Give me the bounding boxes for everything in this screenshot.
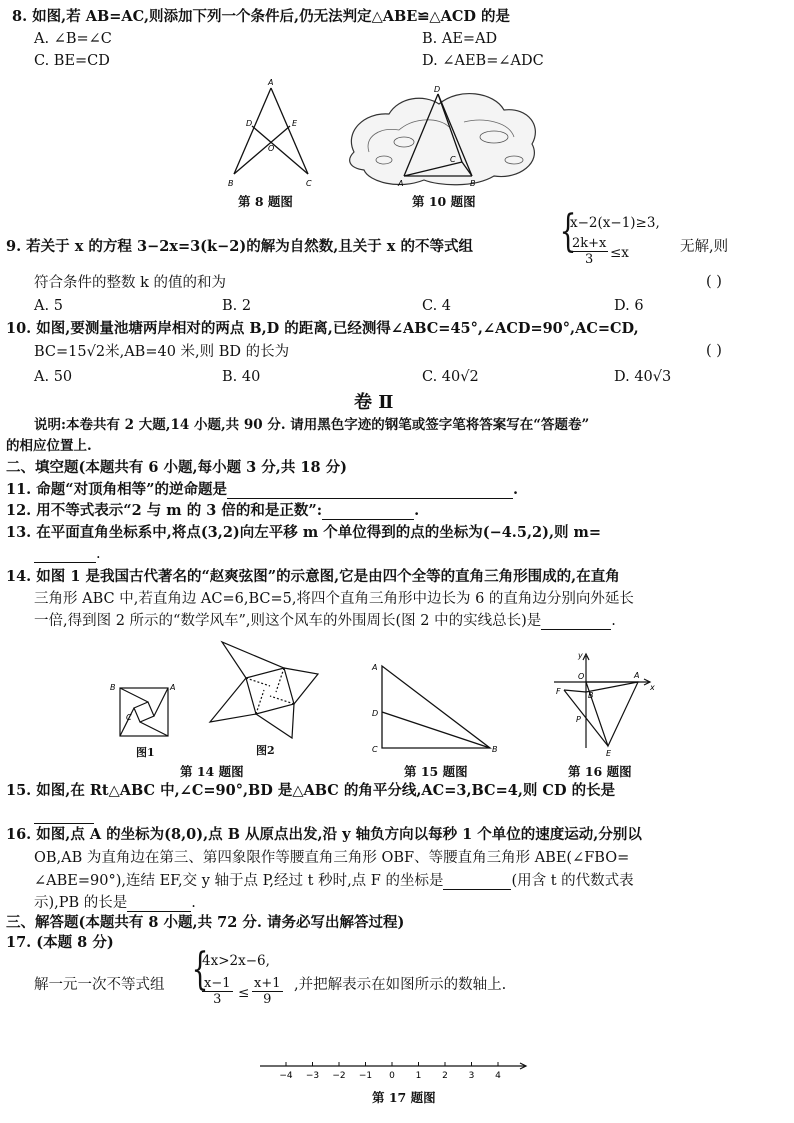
q14-answer-blank[interactable] [541,615,611,630]
q17-relation: ≤ [238,985,250,1001]
q17-fraction-2 [252,976,283,1007]
q17-f2-denominator: 9 [263,992,272,1007]
q16-label-y: y [578,651,583,660]
q9-stem: 9. 若关于 x 的方程 3−2x=3(k−2)的解为自然数,且关于 x 的不等式组 [6,238,473,255]
q16-label-f: F [556,687,561,696]
q14-stem-line2: 三角形 ABC 中,若直角边 AC=6,BC=5,将四个直角三角形中边长为 6 的直角边分别向外延长 [34,591,634,607]
q17-inequality-1: 4x>2x−6, [202,953,270,969]
q14-stem-line1: 14. 如图 1 是我国古代著名的“赵爽弦图”的示意图,它是由四个全等的直角三角形围成的,在直角 [6,568,620,585]
q9-inequality-2-rel: ≤x [610,245,629,261]
q8-label-e: E [292,119,298,128]
q10-label-d: D [434,85,441,94]
q12-end: . [414,502,420,519]
q17-f2-numerator: x+1 [254,976,281,991]
q8-label-b: B [228,179,234,188]
q8-label-d: D [246,119,253,128]
q9-option-a: A. 5 [34,298,63,314]
q11-answer-blank[interactable] [227,484,513,499]
part2-note-line1: 说明:本卷共有 2 大题,14 小题,共 90 分. 请用黑色字迹的钢笔或签字笔将答案写在“答题卷” [34,417,590,433]
q16-figure-caption: 第 16 题图 [568,764,632,779]
q11-stem [6,481,518,499]
q9-option-d: D. 6 [614,298,644,314]
q16-label-e: E [606,749,612,758]
q15-answer-line [34,806,94,824]
q14-fig1-label-a: A [170,683,176,692]
q9-stem-line2: 符合条件的整数 k 的值的和为 [34,275,227,291]
q12-stem [6,502,419,520]
q9-stem-end: 无解,则 [680,239,729,255]
q8-label-o: O [268,144,275,153]
q14-fig1-label-b: B [110,683,116,692]
q17-fraction-1 [202,976,233,1007]
number-line-tick-label: 4 [495,1071,501,1081]
q8-option-d: D. ∠AEB=∠ADC [422,53,544,69]
q15-figure [370,660,504,760]
q17-f1-numerator: x−1 [204,976,231,991]
q8-stem: 8. 如图,若 AB=AC,则添加下列一个条件后,仍无法判定△ABE≌△ACD 的是 [12,8,510,25]
q15-label-a: A [372,663,378,672]
q16-label-o: O [578,672,585,681]
q10-option-c: C. 40√2 [422,369,479,385]
q11-text: 11. 命题“对顶角相等”的逆命题是 [6,481,227,498]
q8-option-c: C. BE=CD [34,53,110,69]
q9-fraction [570,236,608,267]
q14-figure1 [108,678,184,750]
q15-answer-blank[interactable] [34,809,94,824]
q16-label-a: A [634,671,640,680]
section2-heading: 二、填空题(本题共有 6 小题,每小题 3 分,共 18 分) [6,459,347,476]
q14-figure2 [204,634,324,742]
q9-answer-paren: ( ) [706,274,722,290]
q16-figure [550,648,660,758]
q9-inequality-1: x−2(x−1)≥3, [570,215,660,231]
q8-figure [222,76,322,190]
q16-text-4: 示),PB 的长是 [34,895,128,911]
number-line-tick-label: −2 [332,1071,346,1081]
part2-note-line2: 的相应位置上. [6,438,92,454]
q14-figure2-caption: 图2 [256,744,275,757]
q17-heading: 17. (本题 8 分) [6,934,114,951]
number-line-tick-label: 2 [442,1071,448,1081]
q16-label-b: B [588,691,594,700]
q10-answer-paren: ( ) [706,343,722,359]
q9-option-c: C. 4 [422,298,452,314]
q9-option-b: B. 2 [222,298,252,314]
q17-number-line [256,1056,536,1086]
q17-figure-caption: 第 17 题图 [372,1090,436,1105]
q13-answer-blank[interactable] [34,548,96,563]
part2-title: 卷 Ⅱ [354,392,394,413]
q16-text-3: ∠ABE=90°),连结 EF,交 y 轴于点 P,经过 t 秒时,点 F 的坐标是 [34,873,444,889]
q10-option-d: D. 40√3 [614,369,672,385]
q17-stem-end: ,并把解表示在如图所示的数轴上. [294,977,507,993]
q10-option-b: B. 40 [222,369,261,385]
q16-label-x: x [650,683,655,692]
section3-heading: 三、解答题(本题共有 8 小题,共 72 分. 请务必写出解答过程) [6,914,405,931]
q15-stem: 15. 如图,在 Rt△ABC 中,∠C=90°,BD 是△ABC 的角平分线,AC=3,BC=4,则 CD 的长是 [6,782,616,799]
number-line-tick-label: 1 [415,1071,422,1081]
q16-answer-blank-2[interactable] [127,897,191,912]
q14-stem-line3 [34,612,616,630]
q16-stem-line2: OB,AB 为直角边在第三、第四象限作等腰直角三角形 OBF、等腰直角三角形 ABE(∠FBO= [34,850,630,866]
q17-stem: 解一元一次不等式组 [34,977,165,993]
q9-system-brace: { [559,206,577,257]
q14-figure-caption: 第 14 题图 [180,764,244,779]
q10-stem-line2: BC=15√2米,AB=40 米,则 BD 的长为 [34,344,290,360]
q16-text-3b: (用含 t 的代数式表 [511,873,634,889]
q10-option-a: A. 50 [34,369,73,385]
q13-stem-line2 [34,545,101,563]
q14-end: . [611,613,616,629]
q16-stem-line3 [34,872,634,890]
q16-answer-blank-1[interactable] [443,875,511,890]
q16-label-p: P [576,715,581,724]
q12-answer-blank[interactable] [322,505,414,520]
q8-option-a: A. ∠B=∠C [34,31,112,47]
number-line-tick-label: −3 [305,1071,320,1081]
q8-figure-caption: 第 8 题图 [238,194,293,209]
q10-label-c: C [450,155,456,164]
q13-stem: 13. 在平面直角坐标系中,将点(3,2)向左平移 m 个单位得到的点的坐标为(−4.5,2),则 m= [6,524,602,541]
q10-label-a: A [398,179,404,188]
q13-end: . [96,546,101,562]
q10-figure-caption: 第 10 题图 [412,194,476,209]
q11-end: . [512,481,519,498]
q10-figure [344,82,544,190]
q15-figure-caption: 第 15 题图 [404,764,468,779]
q8-option-b: B. AE=AD [422,31,498,47]
q16-stem-line1: 16. 如图,点 A 的坐标为(8,0),点 B 从原点出发,沿 y 轴负方向以每秒 1 个单位的速度运动,分别以 [6,826,642,843]
q9-frac-denominator: 3 [585,252,594,267]
q8-label-c: C [306,179,312,188]
q16-end: . [191,895,196,911]
q10-label-b: B [470,179,476,188]
q8-label-a: A [268,78,274,87]
q16-stem-line4 [34,894,196,912]
q17-system-brace: { [191,944,209,995]
q17-f1-denominator: 3 [213,992,222,1007]
q9-frac-numerator: 2k+x [572,236,607,251]
number-line-tick-label: −1 [358,1071,373,1081]
number-line-tick-label: −4 [279,1071,293,1081]
number-line-tick-label: 0 [389,1071,395,1081]
number-line-tick-label: 3 [468,1071,475,1081]
q15-label-c: C [372,745,378,754]
q14-figure1-caption: 图1 [136,746,155,759]
q12-text: 12. 用不等式表示“2 与 m 的 3 倍的和是正数”: [6,502,323,519]
q10-stem-line1: 10. 如图,要测量池塘两岸相对的两点 B,D 的距离,已经测得∠ABC=45°,∠ACD=90°,AC=CD, [6,320,639,337]
q14-fig1-label-c: C [126,713,132,722]
q15-label-d: D [372,709,379,718]
q15-label-b: B [492,745,498,754]
q14-text: 一倍,得到图 2 所示的“数学风车”,则这个风车的外围周长(图 2 中的实线总长)是 [34,613,542,629]
